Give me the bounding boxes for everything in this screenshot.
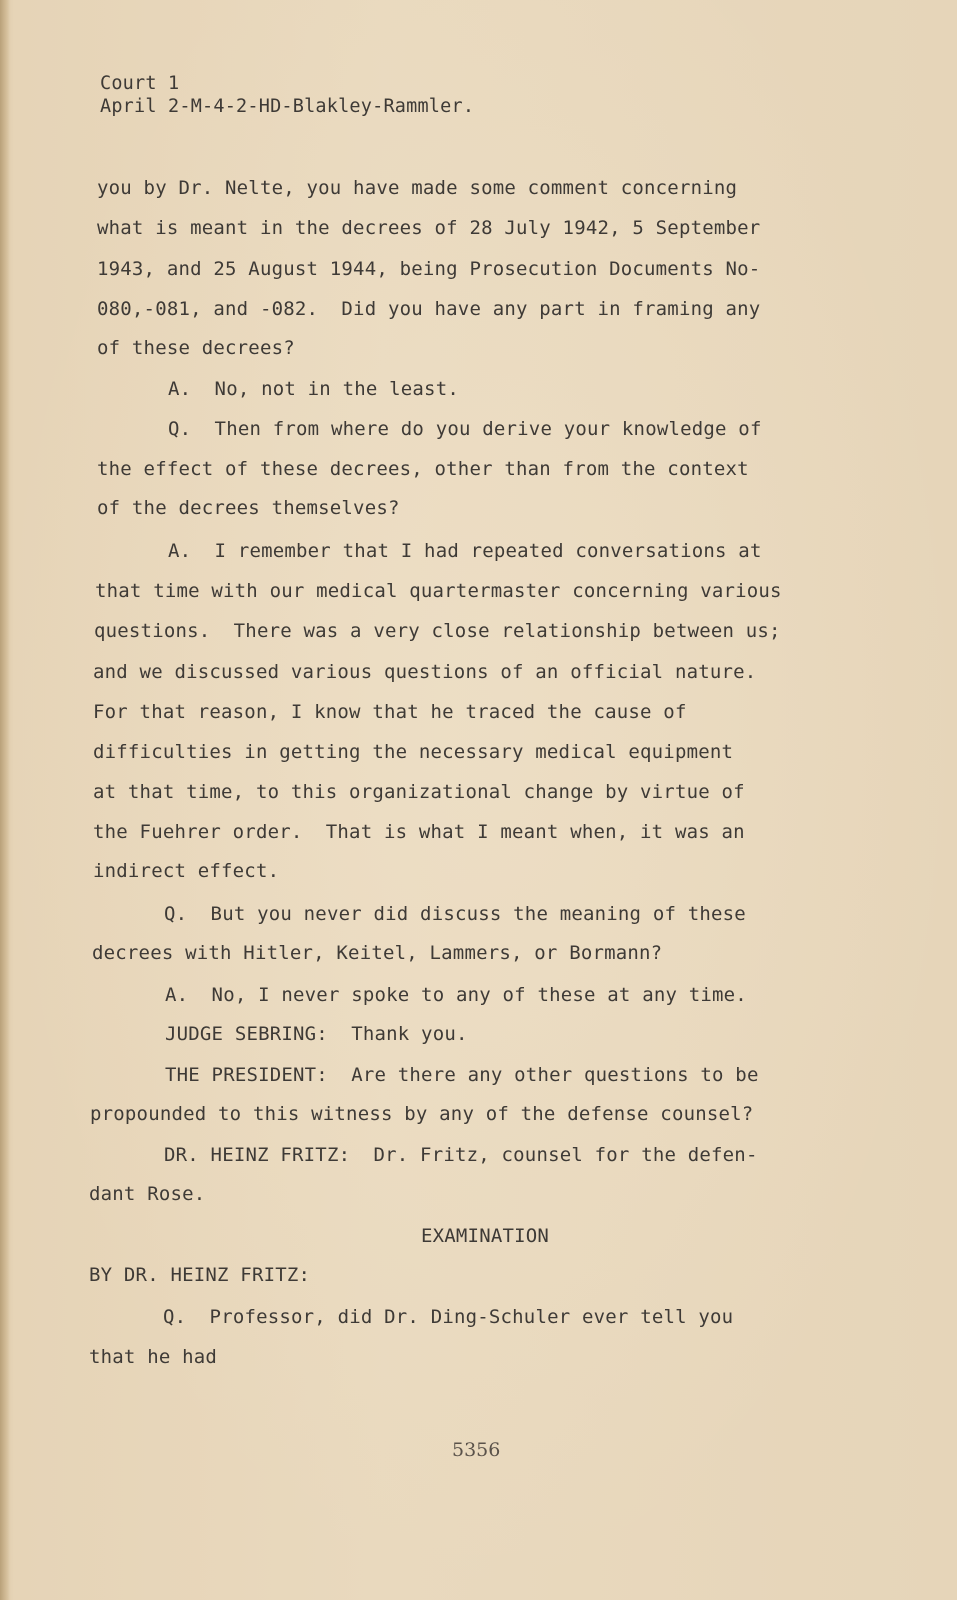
- transcript-line: you by Dr. Nelte, you have made some comment concerning: [97, 177, 738, 199]
- transcript-line: that he had: [89, 1346, 218, 1368]
- speaker-line: JUDGE SEBRING: Thank you.: [165, 1023, 468, 1045]
- transcript-line: For that reason, I know that he traced the cause of: [93, 701, 687, 723]
- section-heading: EXAMINATION: [421, 1225, 550, 1247]
- header-case-reference: April 2-M-4-2-HD-Blakley-Rammler.: [100, 96, 475, 117]
- page-edge-shadow: [0, 0, 10, 1600]
- transcript-line: of the decrees themselves?: [97, 497, 400, 519]
- answer-line: A. No, not in the least.: [168, 378, 459, 400]
- transcript-line: the Fuehrer order. That is what I meant when, it was an: [93, 821, 745, 843]
- transcript-line: 080,-081, and -082. Did you have any part in framing any: [97, 298, 761, 320]
- transcript-line: and we discussed various questions of an official nature.: [93, 661, 757, 683]
- question-line: Q. But you never did discuss the meaning of these: [164, 903, 746, 925]
- transcript-line: that time with our medical quartermaster concerning various: [95, 580, 782, 602]
- transcript-line: decrees with Hitler, Keitel, Lammers, or Bormann?: [92, 942, 663, 964]
- answer-line: A. I remember that I had repeated conversations at: [168, 540, 762, 562]
- question-line: Q. Then from where do you derive your knowledge of: [168, 418, 762, 440]
- examiner-line: BY DR. HEINZ FRITZ:: [89, 1264, 311, 1286]
- transcript-line: propounded to this witness by any of the defense counsel?: [90, 1103, 754, 1125]
- transcript-line: questions. There was a very close relationship between us;: [94, 620, 781, 642]
- speaker-line: DR. HEINZ FRITZ: Dr. Fritz, counsel for the defen-: [164, 1144, 758, 1166]
- transcript-line: at that time, to this organizational change by virtue of: [93, 781, 745, 803]
- header-court: Court 1: [100, 73, 180, 94]
- page-number: 5356: [452, 1439, 501, 1461]
- transcript-line: difficulties in getting the necessary medical equipment: [93, 741, 734, 763]
- transcript-line: what is meant in the decrees of 28 July 1942, 5 September: [97, 217, 761, 239]
- transcript-line: the effect of these decrees, other than from the context: [97, 458, 749, 480]
- transcript-line: 1943, and 25 August 1944, being Prosecution Documents No-: [97, 258, 761, 280]
- speaker-line: THE PRESIDENT: Are there any other questions to be: [165, 1064, 759, 1086]
- question-line: Q. Professor, did Dr. Ding-Schuler ever tell you: [163, 1306, 734, 1328]
- transcript-line: of these decrees?: [97, 337, 295, 359]
- transcript-line: dant Rose.: [89, 1183, 206, 1205]
- transcript-line: indirect effect.: [93, 860, 280, 882]
- answer-line: A. No, I never spoke to any of these at any time.: [165, 984, 747, 1006]
